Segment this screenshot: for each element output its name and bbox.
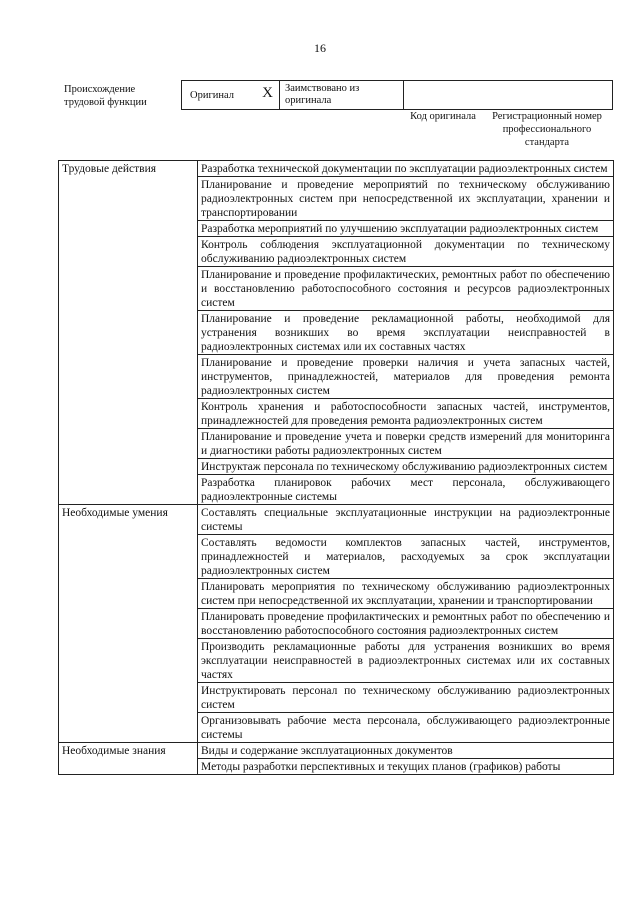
section-item: Разработка мероприятий по улучшению эксплуатации радиоэлектронных систем [198,221,614,237]
blank-cell [404,81,612,109]
section-item: Планирование и проведение мероприятий по техническому обслуживанию радиоэлектронных систем при непосредственной их эксплуатации, хранении и транспортировании [198,177,614,221]
section-item: Разработка технической документации по эксплуатации радиоэлектронных систем [198,161,614,177]
section-title: Необходимые знания [59,743,198,775]
table-row [59,743,614,759]
reg-number-label: Регистрационный номер профессионального стандарта [492,111,602,148]
section-item: Методы разработки перспективных и текущих планов (графиков) работы [198,759,614,775]
section-item: Виды и содержание эксплуатационных документов [198,743,614,759]
table-row [59,161,614,177]
borrowed-label: Заимствовано из оригинала [285,83,360,106]
section-title: Необходимые умения [59,505,198,743]
page-number: 16 [314,41,326,55]
section-title: Трудовые действия [59,161,198,505]
section-item: Планирование и проведение рекламационной работы, необходимой для устранения возникших во время эксплуатации неисправностей в радиоэлектронных системах или их составных частях [198,311,614,355]
section-item: Инструктировать персонал по техническому обслуживанию радиоэлектронных систем [198,683,614,713]
section-item: Составлять ведомости комплектов запасных частей, инструментов, принадлежностей и материалов, расходуемых за срок эксплуатации радиоэлектронных систем [198,535,614,579]
table-row [59,505,614,535]
function-table [58,160,614,775]
section-item: Планировать проведение профилактических и ремонтных работ по обеспечению и восстановлению работоспособного состояния радиоэлектронных систем [198,609,614,639]
section-item: Планирование и проведение проверки наличия и учета запасных частей, инструментов, принадлежностей, материалов для проведения ремонта радиоэлектронных систем [198,355,614,399]
code-label: Код оригинала [410,111,476,122]
function-table-body [59,161,614,775]
section-item: Планирование и проведение профилактических, ремонтных работ по обеспечению и восстановлению работоспособного состояния и ресурсов радиоэлектронных систем [198,267,614,311]
section-item: Составлять специальные эксплуатационные инструкции на радиоэлектронные системы [198,505,614,535]
section-item: Производить рекламационные работы для устранения возникших во время эксплуатации неисправностей в радиоэлектронных системах или их составных частях [198,639,614,683]
origin-box [181,80,613,110]
section-item: Разработка планировок рабочих мест персонала, обслуживающего радиоэлектронные системы [198,475,614,505]
section-item: Инструктаж персонала по техническому обслуживанию радиоэлектронных систем [198,459,614,475]
section-item: Организовывать рабочие места персонала, обслуживающего радиоэлектронные системы [198,713,614,743]
section-item: Планировать мероприятия по техническому обслуживанию радиоэлектронных систем при непосредственной их эксплуатации, хранении и транспортировании [198,579,614,609]
origin-label: Происхождение трудовой функции [64,84,147,108]
original-mark: X [262,85,273,101]
original-label: Оригинал [190,90,234,101]
section-item: Контроль соблюдения эксплуатационной документации по техническому обслуживанию радиоэлектронных систем [198,237,614,267]
section-item: Контроль хранения и работоспособности запасных частей, инструментов, принадлежностей для проведения ремонта радиоэлектронных систем [198,399,614,429]
section-item: Планирование и проведение учета и поверки средств измерений для мониторинга и диагностики работы радиоэлектронных систем [198,429,614,459]
borrowed-cell [280,81,404,109]
original-cell [182,81,280,109]
